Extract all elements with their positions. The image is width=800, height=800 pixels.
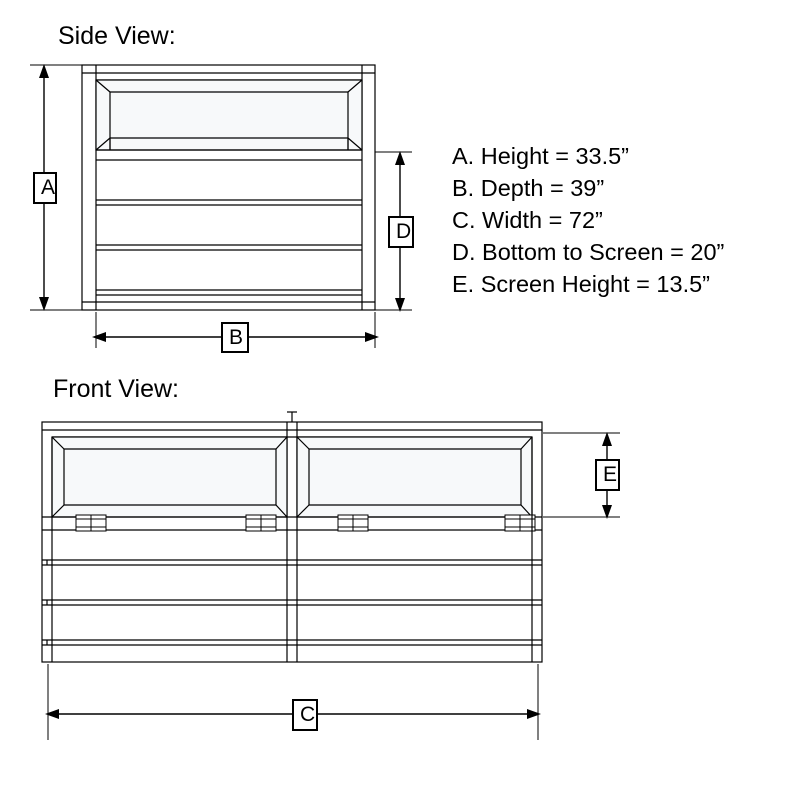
dimension-marker-c: C [292,699,318,731]
dimension-marker-e: E [595,459,620,491]
side-view-drawing [30,64,412,348]
legend-item-e: E. Screen Height = 13.5” [452,271,710,297]
front-view-title: Front View: [53,375,179,403]
front-view-drawing [42,412,620,740]
legend-item-a: A. Height = 33.5” [452,143,630,169]
dimension-marker-a: A [33,172,57,204]
legend-item-d: D. Bottom to Screen = 20” [452,239,725,265]
legend-item-c: C. Width = 72” [452,207,603,233]
legend-item-b: B. Depth = 39” [452,175,605,201]
side-view-title: Side View: [58,22,176,50]
dimension-marker-b: B [221,322,249,353]
dimension-marker-d: D [388,216,414,248]
